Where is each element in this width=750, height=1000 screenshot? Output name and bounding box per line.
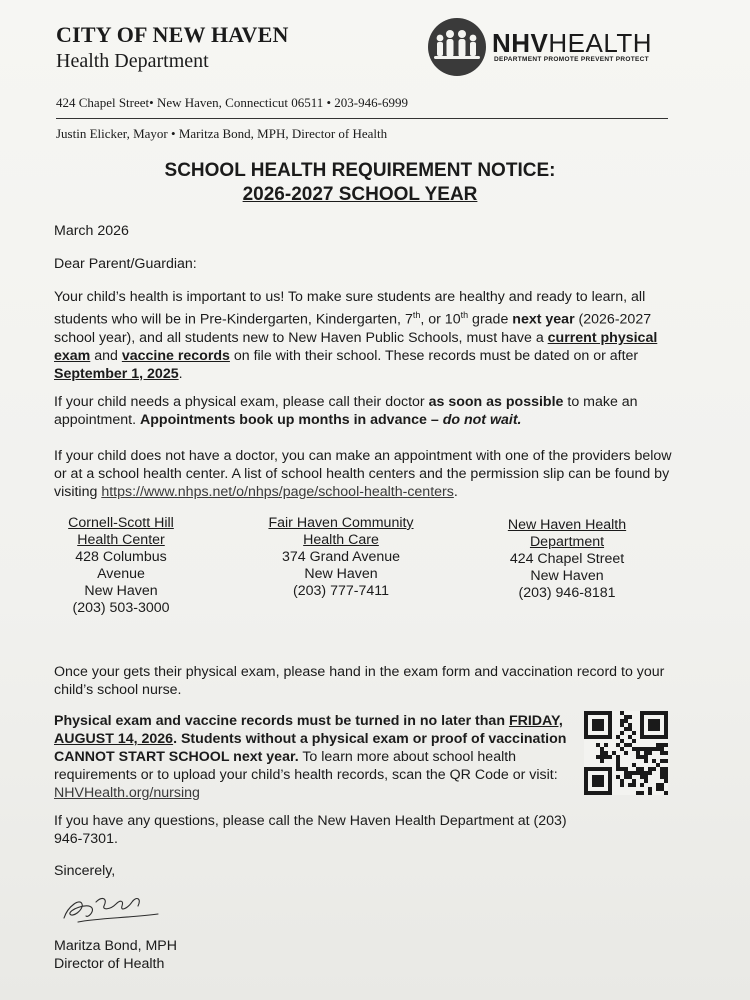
- provider-phone: (203) 946-8181: [518, 585, 616, 601]
- logo-wordmark: NHVHEALTH: [492, 28, 653, 58]
- provider-phone: (203) 777-7411: [293, 583, 389, 599]
- logo-tagline: DEPARTMENT PROMOTE PREVENT PROTECT: [494, 56, 649, 63]
- provider-street: 374 Grand Avenue: [281, 549, 401, 565]
- provider-name: New Haven Health Department: [507, 517, 627, 550]
- paragraph-appointment: If your child needs a physical exam, please call their doctor as soon as possible to make an appointment. Appointments book up months in advance – do not wait.: [54, 394, 638, 428]
- provider-fair-haven: [258, 515, 424, 600]
- provider-city: New Haven: [84, 583, 158, 599]
- provider-phone: (203) 503-3000: [72, 600, 170, 616]
- nursing-link[interactable]: NHVHealth.org/nursing: [54, 785, 200, 801]
- letter-greeting: Dear Parent/Guardian:: [54, 256, 197, 272]
- signer-title: Director of Health: [54, 956, 165, 972]
- department-address: 424 Chapel Street• New Haven, Connecticut 06511 • 203-946-6999: [56, 95, 408, 110]
- paragraph-requirements: Your child’s health is important to us! To make sure students are healthy and ready to learn, all students who will be in Pre-Kindergarten, Kindergarten, 7th, or 10th grade next year (2026-2027 school year), and all students new to New Haven Public Schools, must have a current physical exam and vaccine records on file with their school. These records must be dated on or after September 1, 2025.: [54, 289, 658, 382]
- deadline-date: FRIDAY, AUGUST 14, 2026: [54, 713, 563, 747]
- qr-code-icon[interactable]: [584, 711, 668, 795]
- paragraph-no-doctor: If your child does not have a doctor, you can make an appointment with one of the providers below or at a school health center. A list of school health centers and the permission slip can be found by visiting https://www.nhps.net/o/nhps/page/school-health-centers.: [54, 448, 672, 500]
- notice-title: SCHOOL HEALTH REQUIREMENT NOTICE:: [164, 160, 556, 181]
- signer-block: [54, 937, 177, 973]
- letter-date: March 2026: [54, 223, 129, 239]
- provider-name: Cornell-Scott Hill Health Center: [68, 515, 174, 548]
- school-health-centers-link[interactable]: https://www.nhps.net/o/nhps/page/school-health-centers: [101, 484, 454, 500]
- officials-line: Justin Elicker, Mayor • Maritza Bond, MPH, Director of Health: [56, 126, 388, 141]
- provider-name: Fair Haven Community Health Care: [268, 515, 414, 548]
- paragraph-questions: If you have any questions, please call the New Haven Health Department at (203) 946-7301.: [54, 813, 567, 847]
- closing: Sincerely,: [54, 863, 116, 879]
- provider-city: New Haven: [530, 568, 604, 584]
- provider-cornell-scott: [58, 515, 184, 617]
- notice-subtitle: 2026-2027 SCHOOL YEAR: [242, 184, 478, 205]
- city-name: CITY OF NEW HAVEN: [56, 22, 289, 47]
- provider-street: 428 Columbus Avenue: [75, 549, 167, 582]
- nhv-health-logo-icon: [426, 16, 488, 78]
- provider-city: New Haven: [304, 566, 378, 582]
- department-name: Health Department: [56, 50, 209, 72]
- paragraph-deadline: Physical exam and vaccine records must be turned in no later than FRIDAY, AUGUST 14, 2026. Students without a physical exam or proof of vaccination CANNOT START SCHOOL next year. To learn more about school health requirements or to upload your child’s health records, scan the QR Code or visit: NHVHealth.org/nursing: [54, 713, 567, 801]
- provider-street: 424 Chapel Street: [509, 551, 625, 567]
- signature-icon: [58, 888, 168, 928]
- paragraph-hand-in: Once your gets their physical exam, please hand in the exam form and vaccination record to your child’s school nurse.: [54, 664, 665, 698]
- provider-nh-health-dept: [490, 517, 644, 602]
- signer-name: Maritza Bond, MPH: [54, 938, 177, 954]
- header-divider: [56, 118, 668, 119]
